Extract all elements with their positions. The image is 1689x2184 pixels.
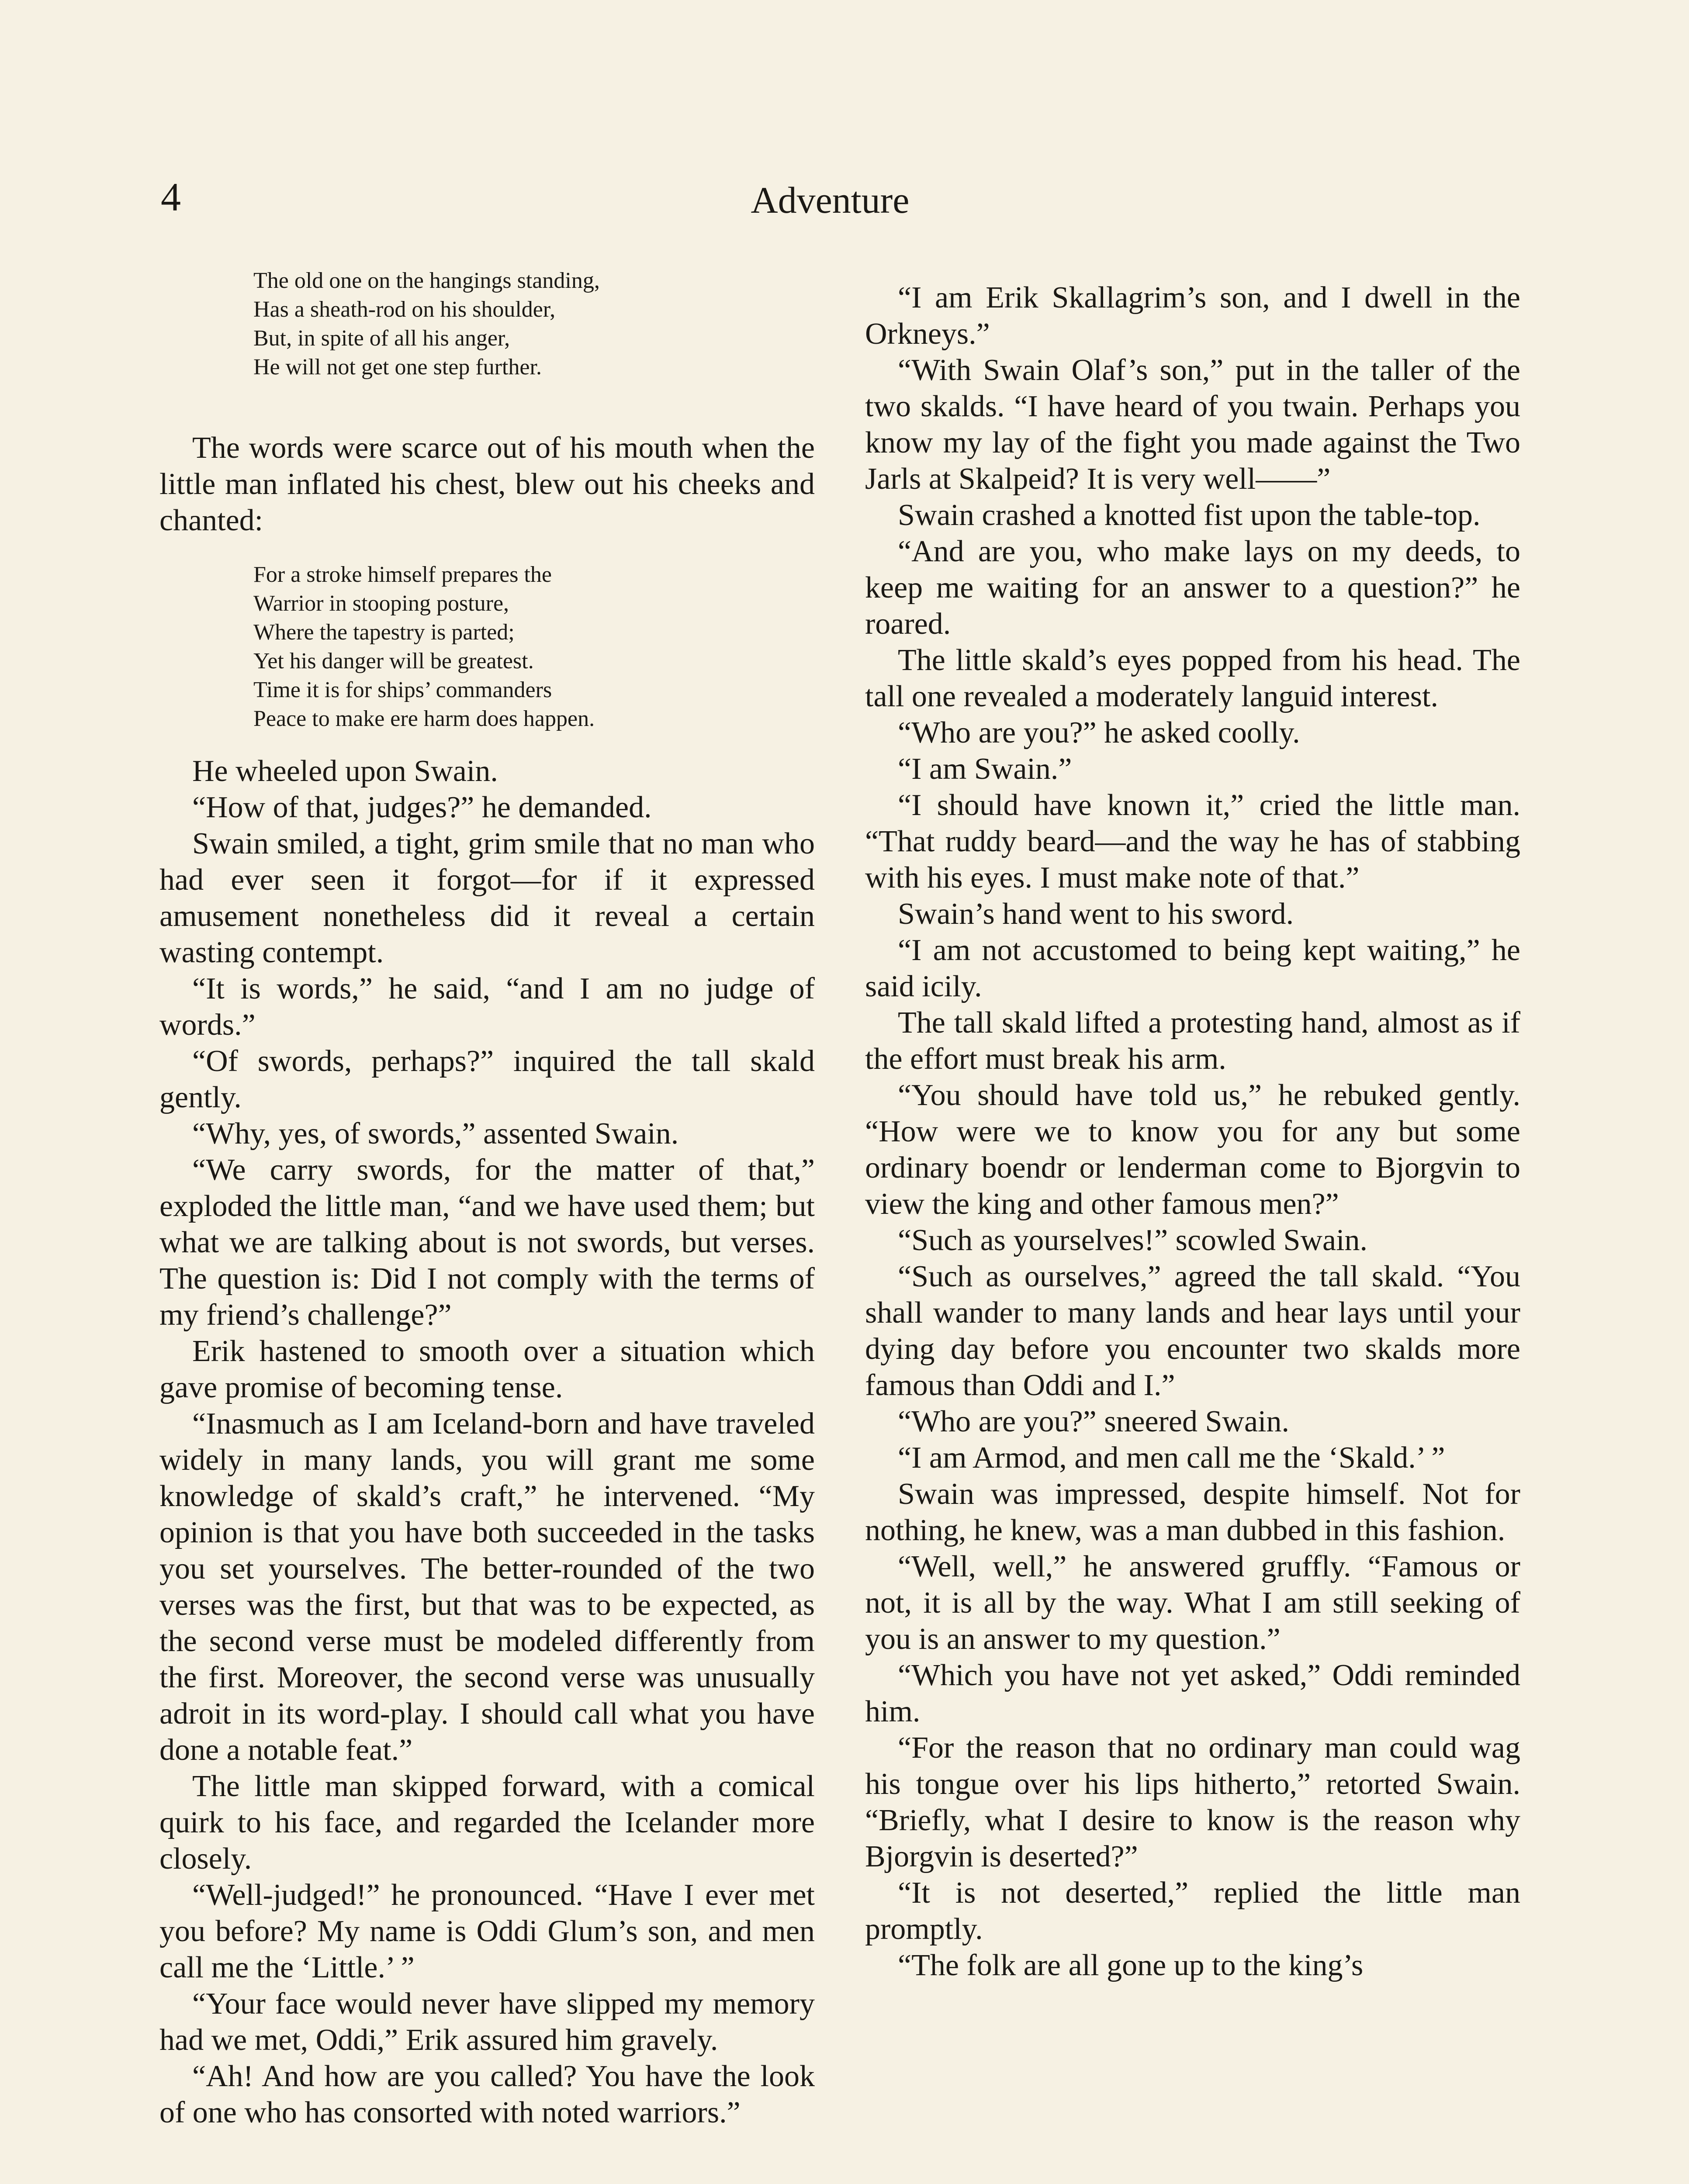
paragraph: The little man skipped forward, with a comical quirk to his face, and regarded the Icelander more closely. [159, 1769, 815, 1876]
verse-line: But, in spite of all his anger, [253, 326, 510, 351]
verse-line: The old one on the hangings standing, [253, 268, 600, 293]
paragraph: “Inasmuch as I am Iceland-born and have traveled widely in many lands, you will grant me some knowledge of skald’s craft,” he intervened. “My opinion is that you have both succeeded in the tasks you set yourselves. The better-rounded of the two verses was the first, but that was to be expected, as the second verse must be modeled differently from the first. Moreover, the second verse was unusually adroit in its word-play. I should call what you have done a notable feat.” [159, 1407, 815, 1767]
paragraph: “Such as ourselves,” agreed the tall skald. “You shall wander to many lands and hear lays until your dying day before you encounter two skalds more famous than Oddi and I.” [865, 1260, 1520, 1402]
paragraph: “For the reason that no ordinary man could wag his tongue over his lips hitherto,” retorted Swain. “Briefly, what I desire to know is the reason why Bjorgvin is deserted?” [865, 1731, 1520, 1873]
paragraph: “Of swords, perhaps?” inquired the tall skald gently. [159, 1044, 815, 1114]
verse-line: Yet his danger will be greatest. [253, 649, 534, 674]
verse-line: Where the tapestry is parted; [253, 620, 515, 645]
paragraph: “I should have known it,” cried the little man. “That ruddy beard—and the way he has of stabbing with his eyes. I must make note of that.” [865, 788, 1520, 895]
paragraph: “I am not accustomed to being kept waiting,” he said icily. [865, 933, 1520, 1003]
paragraph: “Which you have not yet asked,” Oddi reminded him. [865, 1659, 1520, 1728]
left-column [159, 266, 815, 2131]
paragraph: “Who are you?” he asked coolly. [898, 716, 1300, 750]
paragraph: Swain smiled, a tight, grim smile that no man who had ever seen it forgot—for if it expressed amusement nonetheless did it reveal a certain wasting contempt. [159, 827, 815, 969]
paragraph: “Well, well,” he answered gruffly. “Famous or not, it is all by the way. What I am still seeking of you is an answer to my question.” [865, 1550, 1520, 1656]
paragraph: “How of that, judges?” he demanded. [192, 791, 652, 824]
paragraph: The little skald’s eyes popped from his head. The tall one revealed a moderately languid interest. [865, 643, 1520, 713]
paragraph: “Why, yes, of swords,” assented Swain. [192, 1117, 679, 1151]
paragraph: Swain crashed a knotted fist upon the table-top. [898, 498, 1481, 532]
paragraph: The tall skald lifted a protesting hand, almost as if the effort must break his arm. [865, 1006, 1520, 1076]
paragraph: “You should have told us,” he rebuked gently. “How were we to know you for any but some ordinary boendr or lenderman come to Bjorgvin to view the king and other famous men?” [865, 1078, 1520, 1221]
paragraph: “Well-judged!” he pronounced. “Have I ever met you before? My name is Oddi Glum’s son, and men call me the ‘Little.’ ” [159, 1878, 815, 1984]
paragraph: “It is not deserted,” replied the little man promptly. [865, 1876, 1520, 1946]
page-number: 4 [161, 175, 181, 219]
paragraph: “Ah! And how are you called? You have the look of one who has consorted with noted warriors.” [159, 2060, 815, 2129]
verse-line: He will not get one step further. [253, 355, 542, 380]
running-head: Adventure [751, 179, 910, 221]
verse-block [253, 266, 815, 382]
paragraph: “Such as yourselves!” scowled Swain. [898, 1223, 1368, 1257]
paragraph: “I am Swain.” [898, 752, 1072, 786]
verse-line: Has a sheath-rod on his shoulder, [253, 297, 556, 322]
verse-line: Warrior in stooping posture, [253, 591, 509, 616]
paragraph: Erik hastened to smooth over a situation which gave promise of becoming tense. [159, 1334, 815, 1404]
paragraph: Swain’s hand went to his sword. [898, 897, 1294, 931]
paragraph: “And are you, who make lays on my deeds, to keep me waiting for an answer to a question?” he roared. [865, 535, 1520, 641]
paragraph: “I am Armod, and men call me the ‘Skald.’ ” [898, 1441, 1445, 1475]
paragraph: “We carry swords, for the matter of that,” exploded the little man, “and we have used them; but what we are talking about is not swords, but verses. The question is: Did I not comply with the terms of my friend’s challenge?” [159, 1153, 815, 1332]
paragraph: “I am Erik Skallagrim’s son, and I dwell in the Orkneys.” [865, 281, 1520, 351]
paragraph: “With Swain Olaf’s son,” put in the taller of the two skalds. “I have heard of you twain. Perhaps you know my lay of the fight you made against the Two Jarls at Skalpeid? It is very well——” [865, 353, 1520, 496]
right-column [865, 280, 1520, 1984]
paragraph: Swain was impressed, despite himself. Not for nothing, he knew, was a man dubbed in this fashion. [865, 1477, 1520, 1547]
verse-block [253, 560, 815, 733]
paragraph: “Your face would never have slipped my memory had we met, Oddi,” Erik assured him gravely. [159, 1987, 815, 2057]
paragraph: “Who are you?” sneered Swain. [898, 1405, 1289, 1438]
paragraph: “The folk are all gone up to the king’s [898, 1949, 1364, 1982]
verse-line: For a stroke himself prepares the [253, 562, 552, 587]
paragraph: He wheeled upon Swain. [192, 754, 498, 788]
paragraph: The words were scarce out of his mouth when the little man inflated his chest, blew out his cheeks and chanted: [159, 431, 815, 537]
verse-line: Time it is for ships’ commanders [253, 677, 552, 702]
paragraph: “It is words,” he said, “and I am no judge of words.” [159, 972, 815, 1042]
verse-line: Peace to make ere harm does happen. [253, 706, 595, 731]
